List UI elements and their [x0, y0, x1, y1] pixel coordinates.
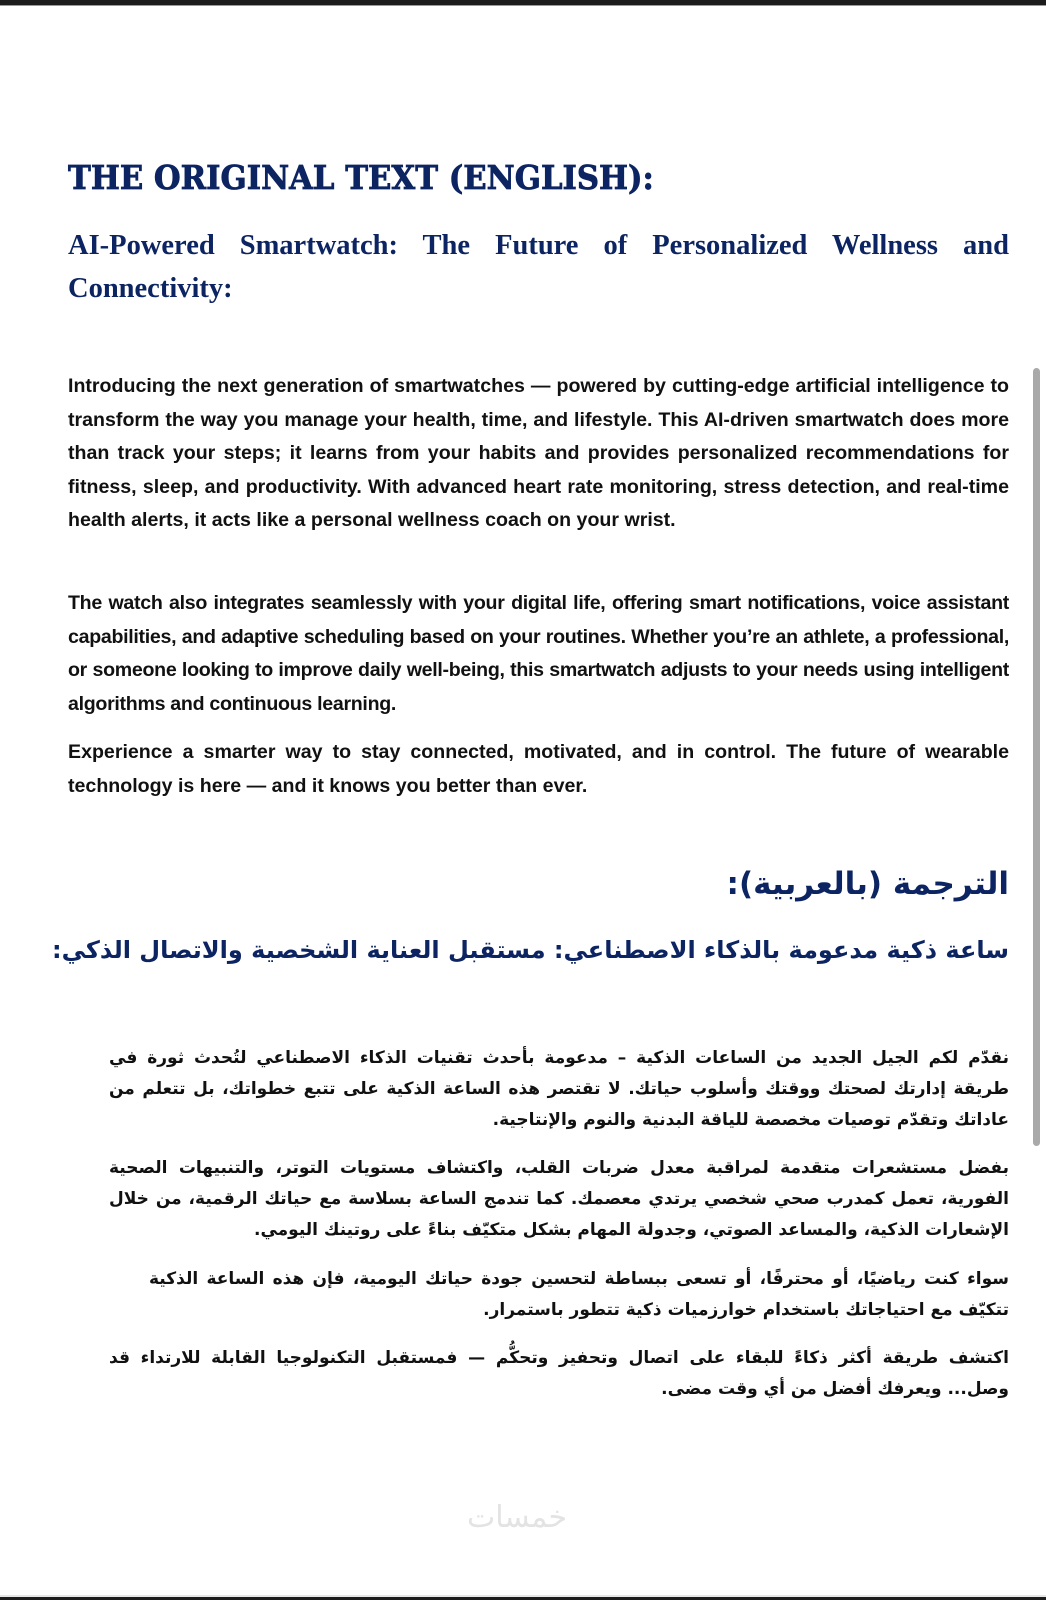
english-article-title: AI-Powered Smartwatch: The Future of Personalized Wellness and Connectivity: [68, 230, 1009, 304]
arabic-paragraph-2: بفضل مستشعرات متقدمة لمراقبة معدل ضربات القلب، واكتشاف مستويات التوتر، والتنبيهات الصحية الفورية، تعمل كمدرب صحي شخصي يرتدي معصمك. كما تندمج الساعة بسلاسة مع حياتك الرقمية، من خلال الإشعارات الذكية، والمساعد الصوتي، وجدولة المهام بشكل متكيّف بناءً على روتينك اليومي. [109, 1158, 1009, 1240]
english-paragraph-2: The watch also integrates seamlessly with your digital life, offering smart notifications, voice assistant capabilities, and adaptive scheduling based on your routines. Whether you’re an athlete, a professional, or someone looking to improve daily well-being, this smartwatch adjusts to your needs using intelligent algorithms and continuous learning. [68, 592, 1009, 715]
arabic-paragraph-4: اكتشف طريقة أكثر ذكاءً للبقاء على اتصال وتحفيز وتحكُّم — فمستقبل التكنولوجيا القابلة للارتداء قد وصل... ويعرفك أفضل من أي وقت مضى. [109, 1348, 1009, 1399]
vertical-scrollbar-thumb[interactable] [1033, 368, 1040, 1146]
bottom-edge-bar [0, 1595, 1046, 1600]
arabic-article-title: ساعة ذكية مدعومة بالذكاء الاصطناعي: مستقبل العناية الشخصية والاتصال الذكي: [52, 936, 1009, 964]
arabic-section-heading: الترجمة (بالعربية): [726, 866, 1009, 902]
khamsat-watermark-logo: خمسات [466, 1500, 568, 1535]
english-paragraph-3: Experience a smarter way to stay connected, motivated, and in control. The future of wearable technology is here — and it knows you better than ever. [68, 741, 1009, 797]
arabic-paragraph-1: نقدّم لكم الجيل الجديد من الساعات الذكية – مدعومة بأحدث تقنيات الذكاء الاصطناعي لتُحدث ثورة في طريقة إدارتك لصحتك ووقتك وأسلوب حياتك. لا تقتصر هذه الساعة الذكية على تتبع خطواتك، بل تتعلم من عاداتك وتقدّم توصيات مخصصة للياقة البدنية والنوم والإنتاجية. [109, 1048, 1009, 1130]
arabic-paragraph-3: سواء كنت رياضيًا، أو محترفًا، أو تسعى ببساطة لتحسين جودة حياتك اليومية، فإن هذه الساعة الذكية تتكيّف مع احتياجاتك باستخدام خوارزميات ذكية تتطور باستمرار. [149, 1269, 1009, 1320]
top-edge-bar [0, 0, 1046, 6]
english-paragraph-1: Introducing the next generation of smartwatches — powered by cutting-edge artificial intelligence to transform the way you manage your health, time, and lifestyle. This AI-driven smartwatch does more than track your steps; it learns from your habits and provides personalized recommendations for fitness, sleep, and productivity. With advanced heart rate monitoring, stress detection, and real-time health alerts, it acts like a personal wellness coach on your wrist. [68, 375, 1009, 532]
english-section-heading: THE ORIGINAL TEXT (ENGLISH): [68, 158, 654, 197]
